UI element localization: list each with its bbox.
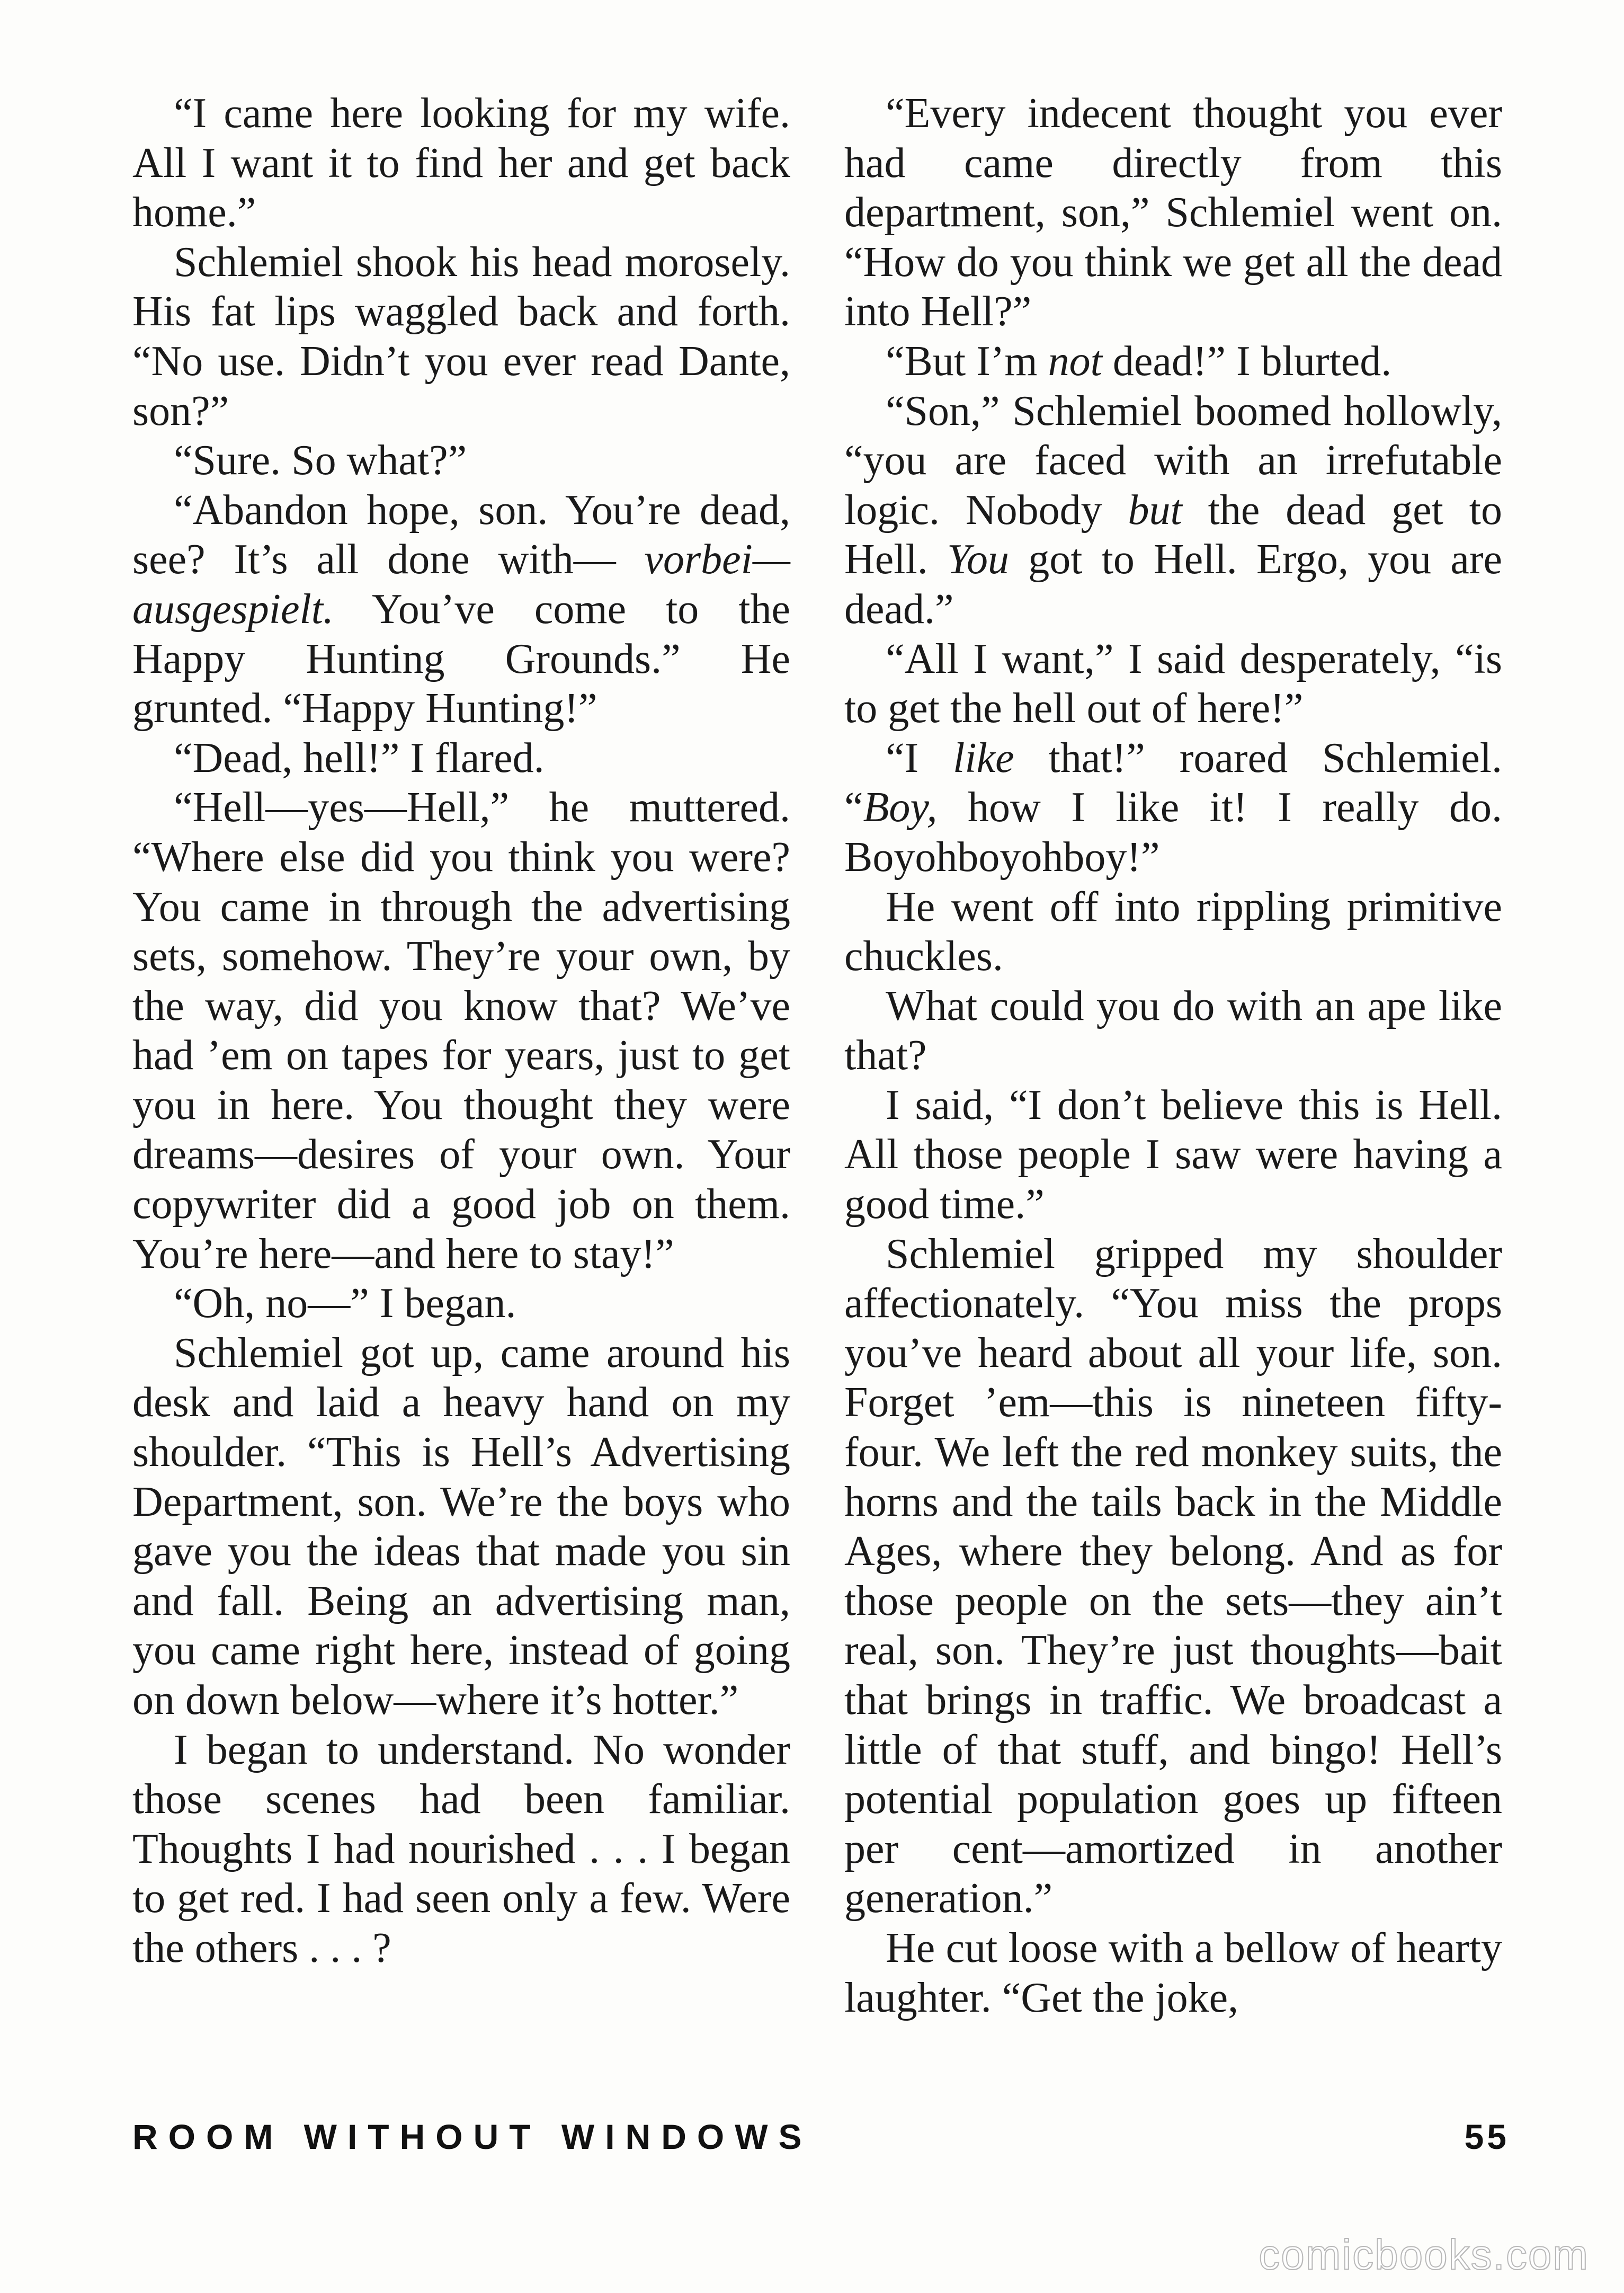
text-run: “But I’m [886,337,1048,385]
paragraph [844,635,1502,734]
paragraph [844,982,1502,1081]
paragraph [844,883,1502,982]
paragraph [132,783,790,1279]
text-run: got to Hell. Ergo, you are dead.” [844,536,1502,633]
paragraph [844,1230,1502,1924]
italic-text: You [947,536,1010,583]
paragraph [132,436,790,486]
text-run: “Hell—yes—Hell,” he muttered. “Where else did you think you were? You came in through the advertising sets, somehow. They’re your own, by the way, did you know that? We’ve had ’em on tapes for years, just to get you in here. You thought they were dreams—desires of your own. Your copywriter did a good job on them. You’re here—and here to stay!” [132,784,790,1277]
text-run: that!” roared Schlemiel. “ [844,734,1503,831]
text-run: “Son,” Schlemiel boomed hollowly, “you are faced with an irrefutable logic. Nobody [844,387,1502,534]
paragraph [844,1081,1502,1230]
text-run: I said, “I don’t believe this is Hell. All those people I saw were having a good time.” [844,1081,1502,1228]
text-run: “Oh, no—” I began. [174,1280,516,1327]
text-run: Schlemiel shook his head morosely. His fat lips waggled back and forth. “No use. Didn’t you ever read Dante, son?” [132,238,790,434]
paragraph [132,1329,790,1726]
italic-text: but [1128,486,1182,534]
paragraph [844,337,1502,387]
text-run: Schlemiel gripped my shoulder affectionately. “You miss the props you’ve heard about all your life, son. Forget ’em—this is nineteen fifty-four. We left the red monkey suits, the horns and the tails back in the Middle Ages, where they belong. And as for those people on the sets—they ain’t real, son. They’re just thoughts—bait that brings in traffic. We broadcast a little of that stuff, and bingo! Hell’s potential population goes up fifteen per cent—amortized in another generation.” [844,1230,1502,1922]
text-run: “All I want,” I said desperately, “is to get the hell out of here!” [844,635,1502,732]
text-run: “Abandon hope, son. You’re dead, see? It’s all done with— [132,486,790,583]
text-run: Schlemiel got up, came around his desk and laid a heavy hand on my shoulder. “This is Hell’s Advertising Department, son. We’re the boys who gave you the ideas that made you sin and fall. Being an advertising man, you came right here, instead of going on down below—where it’s hotter.” [132,1329,790,1723]
italic-text: vorbei— ausgespielt. [132,536,790,633]
text-run: how I like it! I really do. Boyohboyohboy!” [844,784,1502,881]
text-run: I began to understand. No wonder those scenes had been familiar. Thoughts I had nourished . . . I began to get red. I had seen only a few. Were the others . . . ? [132,1726,790,1971]
italic-text: not [1048,337,1102,385]
paragraph [132,1279,790,1329]
text-run: You’ve come to the Happy Hunting Grounds.” He grunted. “Happy Hunting!” [132,585,790,732]
paragraph [844,387,1502,635]
left-text-column [132,89,790,1974]
text-run: What could you do with an ape like that? [844,982,1502,1079]
paragraph [132,1726,790,1974]
paragraph [132,486,790,734]
text-run: He cut loose with a bellow of hearty laughter. “Get the joke, [844,1924,1502,2021]
paragraph [844,89,1502,337]
right-text-column [844,89,1502,2023]
paragraph [844,734,1502,883]
text-run: “Sure. So what?” [174,437,467,484]
text-run: “Dead, hell!” I flared. [174,734,545,781]
text-run: “I [886,734,953,781]
paragraph [132,734,790,784]
text-run: “Every indecent thought you ever had came directly from this department, son,” Schlemiel went on. “How do you think we get all the dead into Hell?” [844,90,1502,335]
page-number: 55 [1464,2117,1510,2156]
italic-text: like [953,734,1014,781]
text-run: He went off into rippling primitive chuckles. [844,883,1502,980]
paragraph [132,238,790,436]
paragraph [844,1924,1502,2023]
watermark-logo: comicbooks.com [1259,2231,1589,2278]
paragraph [132,89,790,238]
italic-text: Boy, [863,784,938,831]
text-run: “I came here looking for my wife. All I want it to find her and get back home.” [132,90,790,236]
running-footer-title: ROOM WITHOUT WINDOWS [132,2117,813,2156]
text-run: the dead get to Hell. [844,486,1503,583]
text-run: dead!” I blurted. [1102,337,1392,385]
